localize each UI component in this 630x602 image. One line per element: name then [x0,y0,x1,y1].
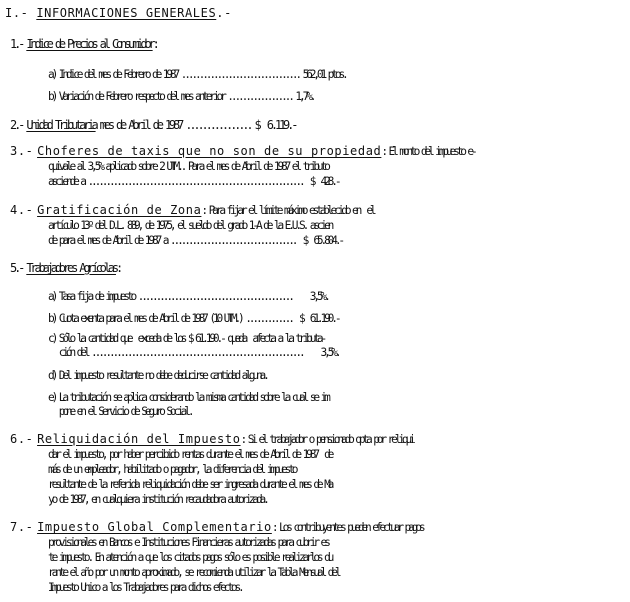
item-4-line-1 [10,203,630,218]
item-4-line-1-rest: : Para fijar el límite máximo establecido en el [201,204,374,217]
item-1b [48,89,630,104]
item-1b-dots: .................. [223,90,292,103]
item-2-text: mes de Abril de 1987 [95,118,182,132]
item-1-heading [10,37,630,52]
item-6-line-3: más de un empleador, habilitado o pagador, la diferencia del impuesto [48,463,296,476]
item-6-line-2: dar el impuesto, por haber percibido rentas durante el mes de Abril de 1987 de [48,448,332,461]
section-title: INFORMACIONES GENERALES [36,6,217,20]
item-4-line-3: de para el mes de Abril de 1987 a ................................... $ 65.804.- [48,234,343,247]
item-5a: a) Tasa fija de impuesto ........................................... 3,5%. [48,290,328,303]
item-3-line-2: quivale al 3,5% aplicado sobre 2 UTM.. Para el mes de Abril de 1987 el tributo [48,160,328,173]
item-3-line-1-rest: : El monto del impuesto e- [381,145,475,158]
item-2-title: Unidad Tributaria [26,118,96,132]
item-7-line-4: rante el año por un monto aproximado, se recomienda utilizar la Tabla Mensual del [48,566,339,579]
item-6-line-1-rest: : Si el trabajador o pensionado opta por reliqui [240,433,413,446]
item-1b-value: 1,7%. [291,90,314,103]
item-5c-line-2: ción del ........................................................... 3,5%. [48,346,339,359]
item-6-line-5: yo de 1987, en cualquiera institución recaudadora autorizada. [48,493,267,506]
item-7-line-3: te impuesto. En atención a que los citados pagos sólo es posible realizarlos du [48,551,332,564]
item-4-number: 4.- [10,203,34,217]
item-1b-text: Variación de Febrero respecto del mes anterior [58,90,224,103]
item-5e-line-2: pone en el Servicio de Seguro Social. [48,405,192,418]
item-7-line-2: provisionales en Bancos e Instituciones Financieras autorizadas para cubrir es [48,536,328,549]
item-4-line-2: artículo 13º del D.L. 889, de 1975, el sueldo del grado 1-A de la E.U.S. ascien [48,219,332,232]
item-3-number: 3.- [10,144,34,158]
item-6-line-4: resultante de la referida reliquidación debe ser ingresada durante el mes de Ma [48,478,332,491]
item-1-title: Indice de Precios al Consumidor [26,37,153,51]
item-2-dots: ................ [181,118,251,132]
item-2-number: 2.- [10,118,23,132]
item-1a-text: Indice del mes de Febrero de 1987 [58,68,178,81]
item-1b-label: b) [48,90,56,103]
item-7-line-5: Impuesto Unico a los Trabajadores para dichos efectos. [48,581,242,594]
section-suffix: .- [216,6,232,20]
item-3-line-3: asciende a ............................................................ $ 428.- [48,175,339,188]
item-5-number: 5.- [10,261,23,275]
item-1a-value: 562,01 ptos. [299,68,346,81]
item-5d: d) Del impuesto resultante no debe deducirse cantidad alguna. [48,369,267,382]
item-1a-dots: ................................. [177,68,299,81]
item-6-line-1 [10,432,630,447]
item-1a [48,67,630,82]
item-7-line-1-rest: : Los contribuyentes pueden efectuar pagos [271,521,423,534]
item-2 [10,118,630,133]
item-4-title: Gratificación de Zona [37,203,202,217]
item-3-title: Choferes de taxis que no son de su propiedad [37,144,382,158]
item-5-heading [10,261,630,276]
item-1-number: 1.- [10,37,23,51]
item-6-title: Reliquidación del Impuesto [37,432,241,446]
item-6-number: 6.- [10,432,34,446]
item-3-line-1 [10,144,630,159]
item-2-value: $ 6.119.- [250,118,296,132]
item-7-title: Impuesto Global Complementario [37,520,272,534]
item-1-suffix: : [152,37,157,51]
item-7-line-1 [10,520,630,535]
item-5b: b) Cuota exenta para el mes de Abril de 1987 (10 UTM.) ............. $ 61.190.- [48,312,339,325]
item-5c-line-1: c) Sólo la cantidad que exceda de los $ 61.190.- queda afecta a la tributa- [48,332,325,345]
item-5e-line-1: e) La tributación se aplica considerando la misma cantidad sobre la cual se im [48,391,328,404]
section-number: I.- [5,6,29,20]
item-5-title: Trabajadores Agrícolas [26,261,116,275]
item-5-suffix: : [115,261,121,275]
item-7-number: 7.- [10,520,34,534]
section-heading [5,6,625,21]
item-1a-label: a) [48,68,56,81]
